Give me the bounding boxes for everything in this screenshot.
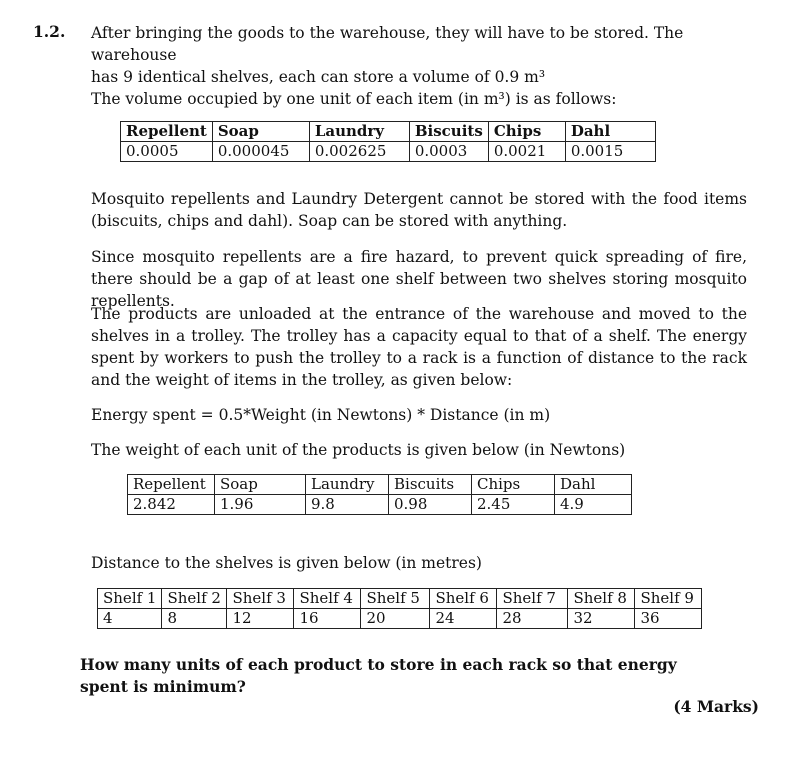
volume-value-cell: 0.002625 xyxy=(309,142,409,162)
distance-header-cell: Shelf 2 xyxy=(162,589,227,609)
distance-header-cell: Shelf 1 xyxy=(98,589,162,609)
volume-intro: The volume occupied by one unit of each item (in m³) is as follows: xyxy=(91,90,617,108)
distance-header-cell: Shelf 3 xyxy=(227,589,294,609)
weight-value-row xyxy=(128,495,632,515)
volume-header-cell: Soap xyxy=(212,122,309,142)
weight-value-cell: 2.45 xyxy=(472,495,555,515)
volume-value-cell: 0.0003 xyxy=(409,142,488,162)
weight-header-cell: Laundry xyxy=(306,475,389,495)
weight-value-cell: 2.842 xyxy=(128,495,215,515)
volume-header-cell: Dahl xyxy=(565,122,655,142)
weight-intro: The weight of each unit of the products is given below (in Newtons) xyxy=(91,441,626,459)
volume-value-cell: 0.0005 xyxy=(121,142,213,162)
volume-header-cell: Repellent xyxy=(121,122,213,142)
distance-header-cell: Shelf 6 xyxy=(430,589,497,609)
weight-header-cell: Dahl xyxy=(555,475,632,495)
distance-header-cell: Shelf 9 xyxy=(635,589,702,609)
question-number: 1.2. xyxy=(33,22,66,41)
distance-value-cell: 12 xyxy=(227,609,294,629)
volume-header-cell: Chips xyxy=(488,122,565,142)
distance-value-row xyxy=(98,609,702,629)
volume-value-cell: 0.0021 xyxy=(488,142,565,162)
energy-formula: Energy spent = 0.5*Weight (in Newtons) * Distance (in m) xyxy=(91,406,551,424)
weight-value-cell: 4.9 xyxy=(555,495,632,515)
marks-label: (4 Marks) xyxy=(673,697,759,716)
distance-value-cell: 36 xyxy=(635,609,702,629)
distance-header-cell: Shelf 8 xyxy=(568,589,635,609)
weight-table xyxy=(127,474,632,515)
distance-intro: Distance to the shelves is given below (in metres) xyxy=(91,554,482,572)
distance-value-cell: 28 xyxy=(497,609,568,629)
trolley-paragraph: The products are unloaded at the entrance of the warehouse and moved to the shelves in a trolley. The trolley has a capacity equal to that of a shelf. The energy spent by workers to push the trolley to a rack is a function of distance to the rack and the weight of items in the trolley, as given below: xyxy=(91,305,747,389)
volume-value-cell: 0.000045 xyxy=(212,142,309,162)
distance-value-cell: 16 xyxy=(294,609,361,629)
weight-header-cell: Repellent xyxy=(128,475,215,495)
distance-header-cell: Shelf 5 xyxy=(361,589,430,609)
volume-header-cell: Laundry xyxy=(309,122,409,142)
intro-line-1: After bringing the goods to the warehouse, they will have to be stored. The warehouse xyxy=(91,24,684,64)
weight-value-cell: 9.8 xyxy=(306,495,389,515)
fire-paragraph: Since mosquito repellents are a fire hazard, to prevent quick spreading of fire, there should be a gap of at least one shelf between two shelves storing mosquito repellents. xyxy=(91,248,747,310)
intro-line-2: has 9 identical shelves, each can store a volume of 0.9 m³ xyxy=(91,68,546,86)
weight-header-cell: Biscuits xyxy=(389,475,472,495)
distance-header-cell: Shelf 7 xyxy=(497,589,568,609)
storage-paragraph: Mosquito repellents and Laundry Detergent cannot be stored with the food items (biscuits, chips and dahl). Soap can be stored with anything. xyxy=(91,190,747,230)
distance-value-cell: 24 xyxy=(430,609,497,629)
distance-value-cell: 4 xyxy=(98,609,162,629)
volume-header-cell: Biscuits xyxy=(409,122,488,142)
weight-header-cell: Chips xyxy=(472,475,555,495)
distance-value-cell: 20 xyxy=(361,609,430,629)
distance-value-cell: 32 xyxy=(568,609,635,629)
distance-header-cell: Shelf 4 xyxy=(294,589,361,609)
distance-value-cell: 8 xyxy=(162,609,227,629)
volume-value-row xyxy=(121,142,656,162)
distance-table xyxy=(97,588,702,629)
intro-paragraph xyxy=(91,22,741,88)
distance-header-row xyxy=(98,589,702,609)
weight-value-cell: 0.98 xyxy=(389,495,472,515)
weight-header-cell: Soap xyxy=(215,475,306,495)
volume-table xyxy=(120,121,656,162)
final-question: How many units of each product to store in each rack so that energy spent is minimum? xyxy=(80,655,677,696)
weight-value-cell: 1.96 xyxy=(215,495,306,515)
volume-value-cell: 0.0015 xyxy=(565,142,655,162)
volume-header-row xyxy=(121,122,656,142)
weight-header-row xyxy=(128,475,632,495)
